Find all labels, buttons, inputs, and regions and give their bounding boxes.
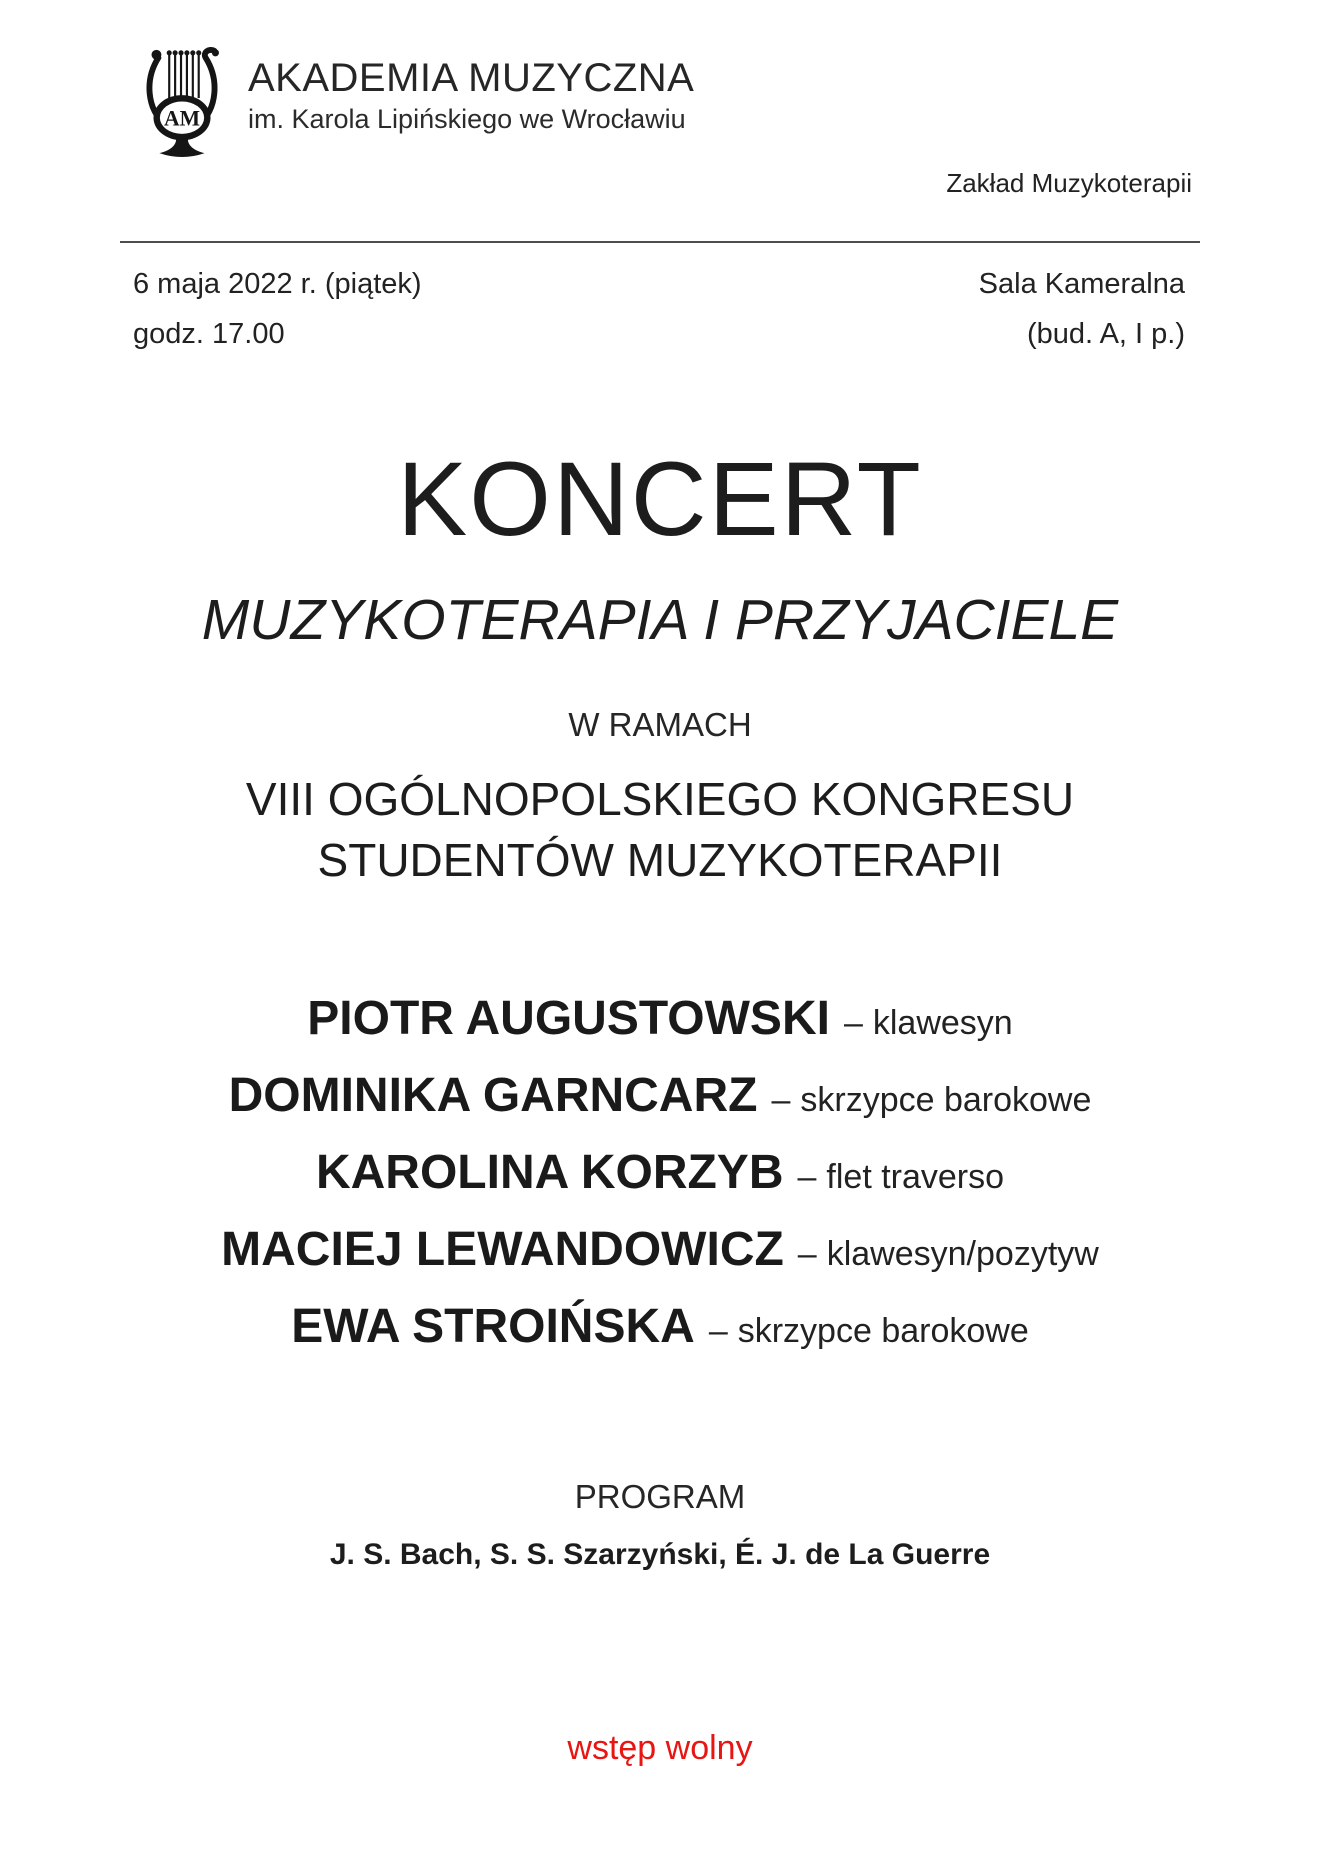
performer-instrument: skrzypce barokowe: [800, 1081, 1092, 1120]
performer-row: [0, 1217, 1320, 1294]
performer-row: [0, 986, 1320, 1063]
series-name-line1: VIII OGÓLNOPOLSKIEGO KONGRESU: [245, 773, 1075, 826]
performer-row: [0, 1294, 1320, 1371]
performer-instrument: klawesyn: [872, 1004, 1013, 1043]
poster-body: [0, 442, 1320, 1769]
performer-separator: –: [797, 1158, 817, 1197]
event-datetime: [133, 259, 422, 359]
series-intro: W RAMACH: [568, 706, 752, 744]
program-composers: J. S. Bach, S. S. Szarzyński, É. J. de La Guerre: [329, 1538, 991, 1572]
performer-name: KAROLINA KORZYB: [315, 1146, 784, 1200]
performer-row: [0, 1140, 1320, 1217]
performer-separator: –: [708, 1312, 728, 1351]
org-subtitle: im. Karola Lipińskiego we Wrocławiu: [248, 104, 686, 134]
performer-separator: –: [797, 1235, 817, 1274]
series-name-line2: STUDENTÓW MUZYKOTERAPII: [317, 834, 1003, 887]
performer-instrument: flet traverso: [826, 1158, 1005, 1197]
event-info: [0, 243, 1320, 359]
performers-list: [0, 986, 1320, 1371]
logo-monogram: AM: [163, 106, 201, 131]
performer-row: [0, 1063, 1320, 1140]
performer-name: DOMINIKA GARNCARZ: [228, 1069, 758, 1123]
performer-separator: –: [771, 1081, 791, 1120]
performer-name: PIOTR AUGUSTOWSKI: [307, 992, 830, 1046]
event-venue: [979, 259, 1185, 359]
performer-instrument: klawesyn/pozytyw: [826, 1235, 1099, 1274]
admission-note: wstęp wolny: [567, 1729, 753, 1768]
academy-logo: [130, 42, 234, 158]
concert-subtitle: MUZYKOTERAPIA I PRZYJACIELE: [201, 587, 1119, 652]
academy-brand: [130, 42, 1192, 158]
series-name: [0, 769, 1320, 891]
venue-detail: (bud. A, I p.): [1027, 318, 1185, 350]
concert-title: KONCERT: [397, 441, 923, 558]
program-heading: PROGRAM: [574, 1478, 746, 1516]
event-date: 6 maja 2022 r. (piątek): [133, 268, 422, 300]
performer-name: EWA STROIŃSKA: [291, 1300, 695, 1354]
department-label: Zakład Muzykoterapii: [946, 168, 1192, 198]
academy-name-block: [248, 42, 694, 135]
org-name: AKADEMIA MUZYCZNA: [248, 56, 695, 100]
performer-name: MACIEJ LEWANDOWICZ: [221, 1223, 784, 1277]
header: [0, 0, 1320, 199]
venue-name: Sala Kameralna: [978, 268, 1185, 300]
event-time: godz. 17.00: [133, 318, 285, 350]
performer-separator: –: [843, 1004, 863, 1043]
lyre-icon: [130, 42, 234, 158]
performer-instrument: skrzypce barokowe: [737, 1312, 1029, 1351]
